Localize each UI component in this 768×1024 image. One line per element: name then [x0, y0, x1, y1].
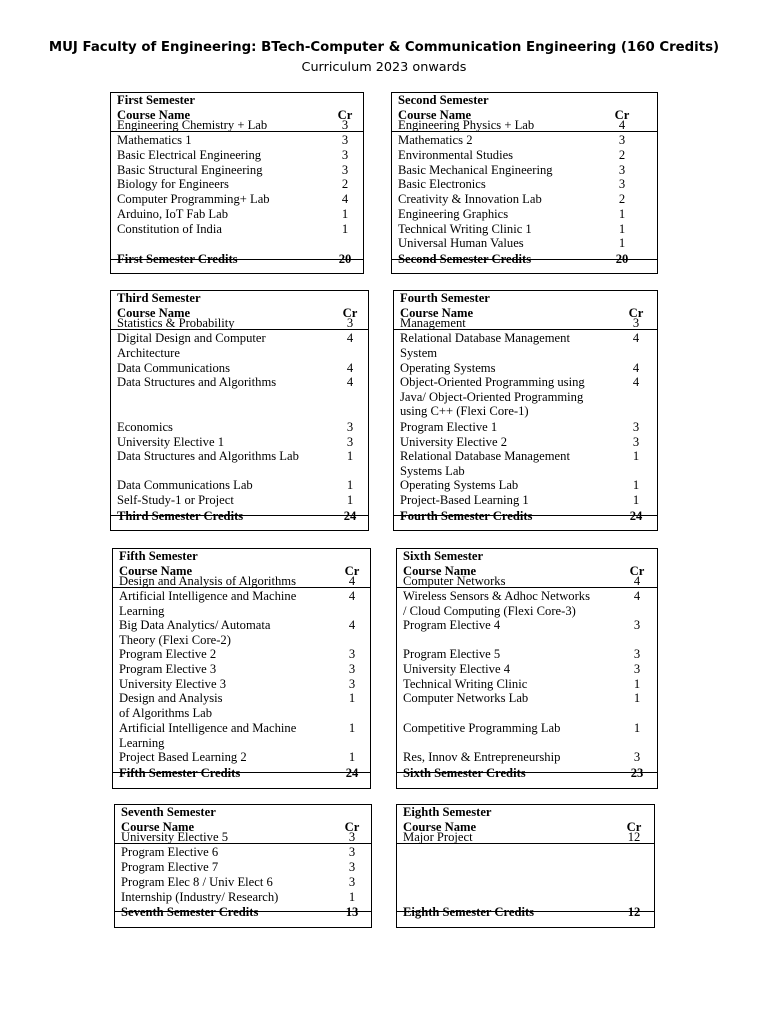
course-credits: 3 [618, 177, 626, 191]
course-credits: 3 [341, 163, 349, 177]
course-name: Management [400, 316, 466, 330]
page-subtitle: Curriculum 2023 onwards [301, 60, 467, 75]
course-name: using C++ (Flexi Core-1) [400, 404, 529, 419]
course-name: Program Elective 1 [400, 420, 498, 434]
course-credits: 3 [341, 118, 349, 132]
course-credits: 3 [633, 618, 641, 632]
course-credits: 4 [346, 361, 354, 375]
course-name: Program Elective 6 [121, 845, 219, 859]
course-name: Data Communications [117, 361, 230, 375]
course-name-header: Course Name [117, 306, 191, 320]
course-credits: 3 [633, 662, 641, 676]
semester-credits-total: 13 [345, 905, 359, 919]
semester-credits-label: Eighth Semester Credits [403, 905, 535, 919]
course-name: Program Elective 3 [119, 662, 217, 676]
course-name: Technical Writing Clinic 1 [398, 222, 532, 236]
course-name: University Elective 5 [121, 830, 229, 844]
course-credits: 4 [618, 118, 626, 132]
credits-header: Cr [337, 108, 353, 122]
course-name: Design and Analysis [119, 691, 223, 705]
semester-credits-total: 20 [615, 252, 629, 266]
course-name: Artificial Intelligence and Machine [119, 589, 297, 603]
course-name: System [400, 345, 438, 360]
course-name: Data Structures and Algorithms [117, 375, 277, 389]
course-name: Program Elective 2 [119, 647, 217, 661]
course-name: Engineering Graphics [398, 207, 509, 221]
semester-table [393, 290, 658, 531]
course-credits: 1 [633, 691, 641, 705]
semester-table [110, 92, 364, 274]
course-credits: 3 [346, 435, 354, 449]
course-credits: 3 [346, 420, 354, 434]
credits-header: Cr [626, 820, 642, 834]
course-name: University Elective 1 [117, 435, 225, 449]
course-name: Constitution of India [117, 222, 222, 236]
course-credits: 1 [633, 677, 641, 691]
course-name-header: Course Name [403, 820, 477, 834]
semester-credits-total: 24 [345, 766, 359, 780]
course-credits: 3 [632, 316, 640, 330]
course-name: Design and Analysis of Algorithms [119, 574, 297, 588]
course-credits: 1 [618, 207, 626, 221]
course-credits: 1 [632, 449, 640, 463]
course-name: Economics [117, 420, 173, 434]
course-name: Digital Design and Computer [117, 331, 266, 345]
course-credits: 3 [348, 677, 356, 691]
course-name: Environmental Studies [398, 148, 514, 162]
course-name: University Elective 4 [403, 662, 511, 676]
semester-credits-total: 12 [627, 905, 641, 919]
course-credits: 3 [633, 750, 641, 764]
course-name-header: Course Name [119, 564, 193, 578]
semester-heading: Second Semester [398, 93, 489, 107]
credits-header: Cr [629, 564, 645, 578]
course-credits: 4 [632, 375, 640, 389]
course-name: Engineering Physics + Lab [398, 118, 535, 132]
course-credits: 1 [618, 236, 626, 250]
course-name: Data Structures and Algorithms Lab [117, 449, 299, 463]
semester-table [110, 290, 369, 531]
semester-table [391, 92, 658, 274]
course-name-header: Course Name [400, 306, 474, 320]
semester-heading: Third Semester [117, 291, 201, 305]
course-name: Object-Oriented Programming using [400, 375, 585, 389]
semester-credits-total: 24 [343, 509, 357, 523]
semester-heading: Eighth Semester [403, 805, 492, 819]
course-credits: 1 [341, 222, 349, 236]
course-credits: 1 [633, 721, 641, 735]
course-name: Technical Writing Clinic [403, 677, 528, 691]
course-name: Res, Innov & Entrepreneurship [403, 750, 561, 764]
course-name: Java/ Object-Oriented Programming [400, 389, 584, 404]
semester-credits-label: Third Semester Credits [117, 509, 244, 523]
semester-credits-label: Fifth Semester Credits [119, 766, 241, 780]
course-credits: 1 [348, 890, 356, 904]
course-name: Major Project [403, 830, 473, 844]
course-name: Wireless Sensors & Adhoc Networks [403, 589, 590, 603]
course-credits: 3 [346, 316, 354, 330]
course-name: Self-Study-1 or Project [117, 493, 234, 507]
course-name: Engineering Chemistry + Lab [117, 118, 268, 132]
semester-heading: Fifth Semester [119, 549, 198, 563]
course-credits: 4 [348, 589, 356, 603]
course-name: / Cloud Computing (Flexi Core-3) [403, 603, 576, 618]
credits-header: Cr [342, 306, 358, 320]
course-name: Learning [119, 735, 165, 750]
course-credits: 1 [346, 493, 354, 507]
course-name: Biology for Engineers [117, 177, 229, 191]
course-name: Statistics & Probability [117, 316, 235, 330]
course-credits: 3 [348, 830, 356, 844]
credits-header: Cr [344, 564, 360, 578]
course-name: Program Elec 8 / Univ Elect 6 [121, 875, 273, 889]
course-credits: 2 [618, 148, 626, 162]
course-credits: 12 [627, 830, 641, 844]
course-name: Operating Systems [400, 361, 496, 375]
course-name: Mathematics 2 [398, 133, 473, 147]
course-name-header: Course Name [117, 108, 191, 122]
course-name: Computer Networks [403, 574, 506, 588]
course-name: Architecture [117, 345, 180, 360]
semester-heading: Sixth Semester [403, 549, 484, 563]
course-name: Basic Structural Engineering [117, 163, 263, 177]
course-name: Systems Lab [400, 463, 465, 478]
semester-credits-total: 24 [629, 509, 643, 523]
course-credits: 4 [632, 361, 640, 375]
course-name: Universal Human Values [398, 236, 524, 250]
course-name: Basic Electrical Engineering [117, 148, 262, 162]
course-credits: 1 [348, 750, 356, 764]
semester-credits-label: Fourth Semester Credits [400, 509, 533, 523]
course-credits: 3 [632, 420, 640, 434]
course-credits: 3 [348, 662, 356, 676]
course-name: Basic Mechanical Engineering [398, 163, 553, 177]
course-credits: 1 [632, 493, 640, 507]
course-credits: 4 [632, 331, 640, 345]
credits-header: Cr [614, 108, 630, 122]
course-credits: 1 [346, 478, 354, 492]
course-name: Operating Systems Lab [400, 478, 519, 492]
page-title: MUJ Faculty of Engineering: BTech-Computer & Communication Engineering (160 Credits) [48, 40, 720, 55]
course-name: Relational Database Management [400, 449, 570, 463]
course-credits: 2 [618, 192, 626, 206]
course-name: of Algorithms Lab [119, 705, 213, 720]
course-name-header: Course Name [398, 108, 472, 122]
course-credits: 4 [633, 574, 641, 588]
semester-credits-label: Second Semester Credits [398, 252, 532, 266]
course-name: Theory (Flexi Core-2) [119, 632, 231, 647]
course-credits: 3 [633, 647, 641, 661]
course-name: Basic Electronics [398, 177, 486, 191]
course-credits: 3 [341, 148, 349, 162]
course-credits: 1 [632, 478, 640, 492]
course-name: Program Elective 4 [403, 618, 501, 632]
credits-header: Cr [628, 306, 644, 320]
course-name: Project Based Learning 2 [119, 750, 247, 764]
course-credits: 3 [618, 133, 626, 147]
semester-heading: Seventh Semester [121, 805, 216, 819]
course-name: Project-Based Learning 1 [400, 493, 529, 507]
course-name: University Elective 3 [119, 677, 227, 691]
course-credits: 3 [341, 133, 349, 147]
course-name: University Elective 2 [400, 435, 508, 449]
course-credits: 3 [348, 860, 356, 874]
semester-credits-label: First Semester Credits [117, 252, 238, 266]
course-credits: 4 [633, 589, 641, 603]
course-name: Computer Networks Lab [403, 691, 529, 705]
course-credits: 3 [348, 875, 356, 889]
credits-header: Cr [344, 820, 360, 834]
course-name: Learning [119, 603, 165, 618]
course-credits: 1 [341, 207, 349, 221]
course-name: Internship (Industry/ Research) [121, 890, 279, 904]
semester-table [112, 548, 371, 789]
semester-table [396, 804, 655, 928]
course-credits: 4 [348, 574, 356, 588]
course-name-header: Course Name [121, 820, 195, 834]
course-credits: 3 [348, 845, 356, 859]
course-credits: 4 [348, 618, 356, 632]
course-name: Computer Programming+ Lab [117, 192, 270, 206]
course-name: Arduino, IoT Fab Lab [117, 207, 228, 221]
course-credits: 3 [348, 647, 356, 661]
semester-credits-total: 23 [630, 766, 644, 780]
course-name: Mathematics 1 [117, 133, 192, 147]
course-credits: 3 [618, 163, 626, 177]
semester-credits-label: Seventh Semester Credits [121, 905, 259, 919]
course-credits: 4 [346, 331, 354, 345]
course-credits: 4 [341, 192, 349, 206]
course-name: Big Data Analytics/ Automata [119, 618, 271, 632]
course-credits: 1 [618, 222, 626, 236]
course-name: Relational Database Management [400, 331, 570, 345]
semester-credits-label: Sixth Semester Credits [403, 766, 526, 780]
course-name: Data Communications Lab [117, 478, 253, 492]
course-credits: 2 [341, 177, 349, 191]
course-credits: 1 [348, 721, 356, 735]
course-credits: 1 [348, 691, 356, 705]
course-name: Program Elective 7 [121, 860, 219, 874]
semester-heading: Fourth Semester [400, 291, 490, 305]
course-name: Artificial Intelligence and Machine [119, 721, 297, 735]
semester-heading: First Semester [117, 93, 195, 107]
course-name: Program Elective 5 [403, 647, 501, 661]
course-credits: 3 [632, 435, 640, 449]
semester-table [396, 548, 658, 789]
course-name: Competitive Programming Lab [403, 721, 561, 735]
course-name: Creativity & Innovation Lab [398, 192, 542, 206]
semester-credits-total: 20 [338, 252, 352, 266]
semester-table [114, 804, 372, 928]
course-credits: 4 [346, 375, 354, 389]
course-name-header: Course Name [403, 564, 477, 578]
course-credits: 1 [346, 449, 354, 463]
